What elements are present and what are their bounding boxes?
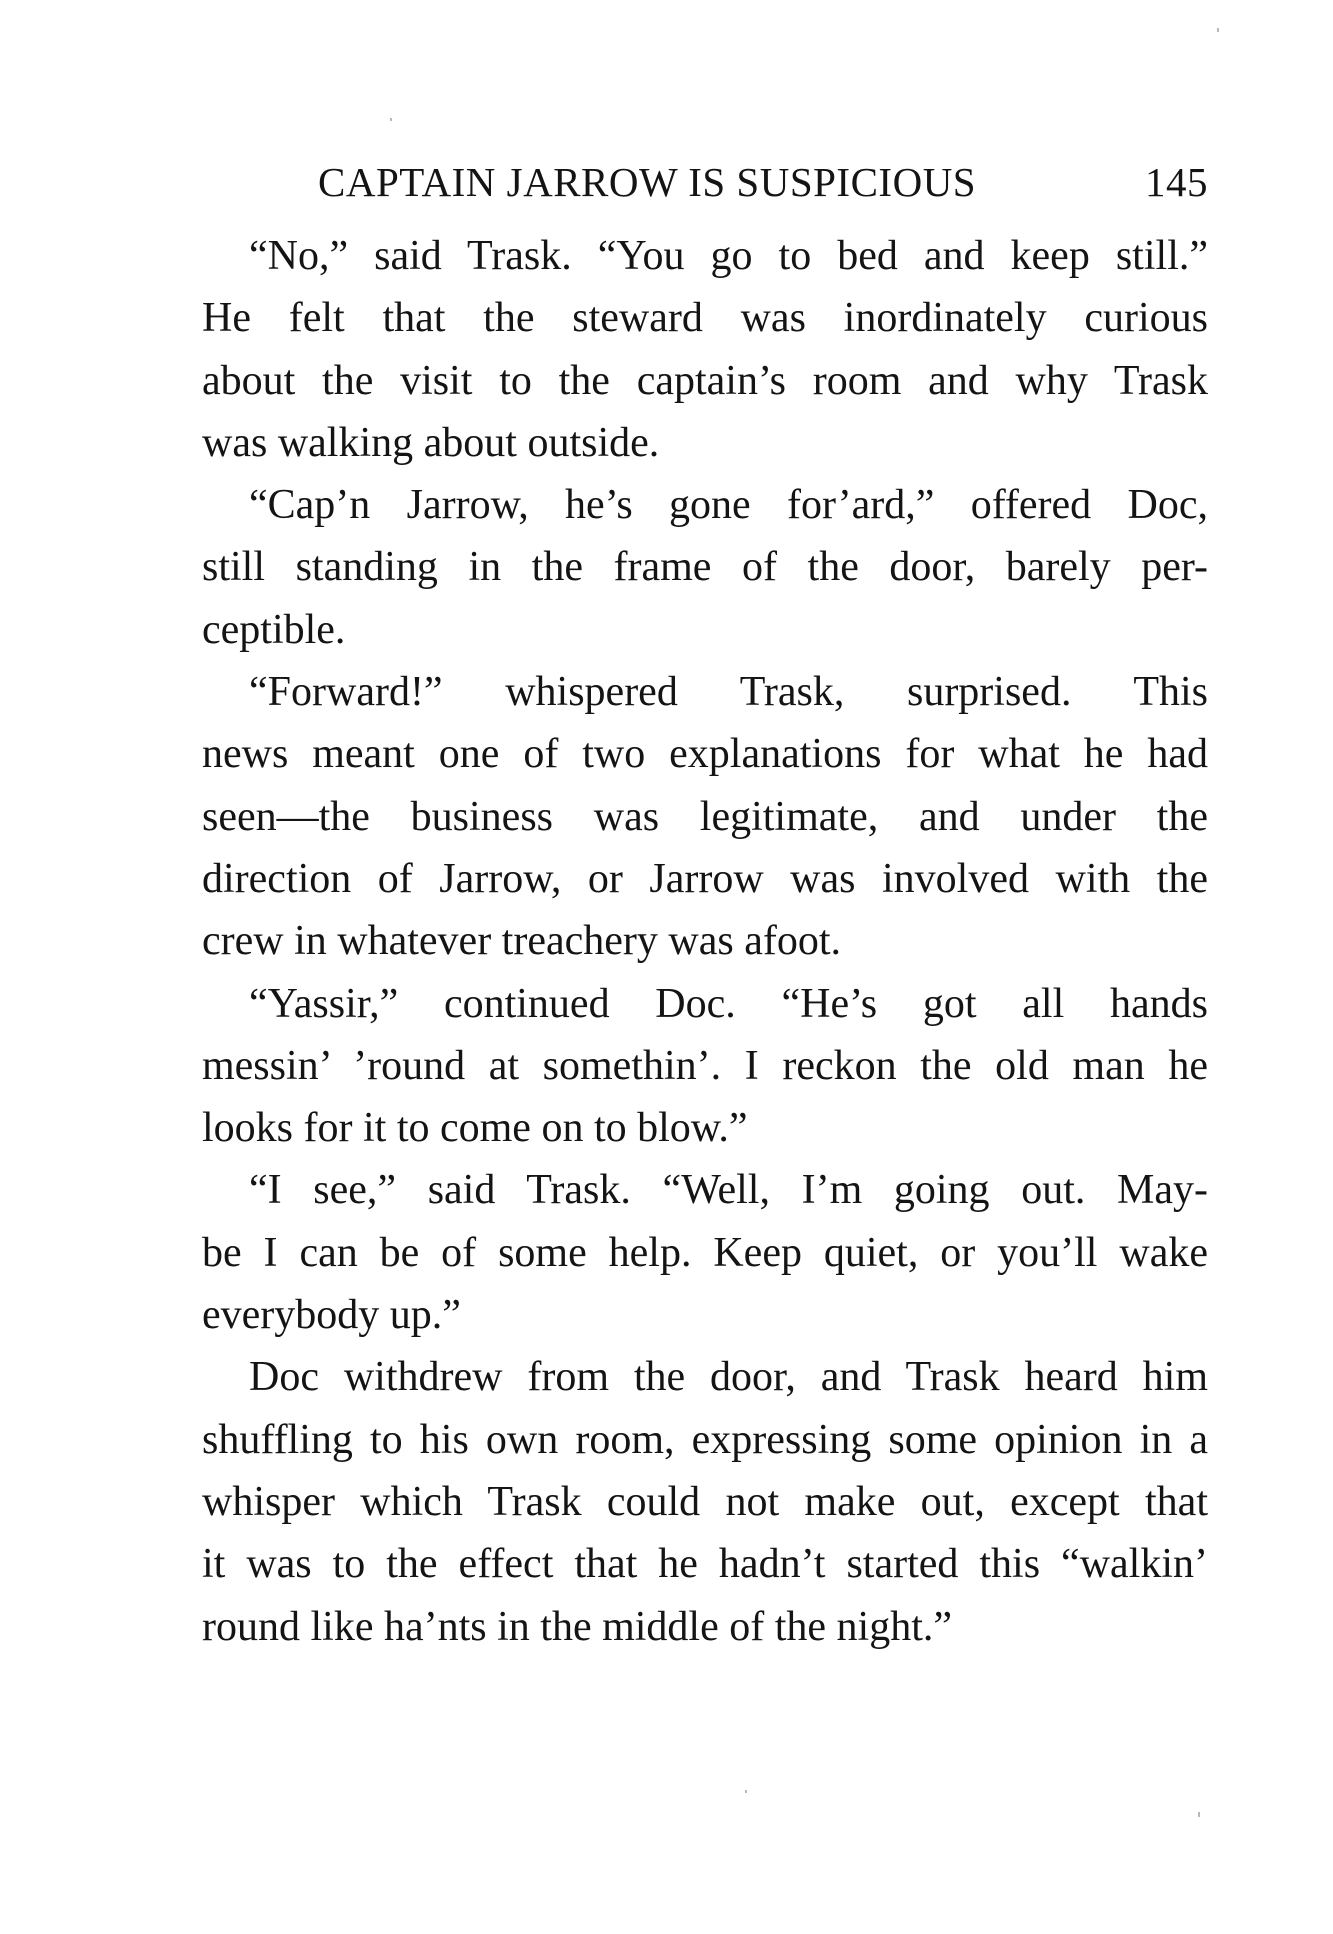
text-line: “No,” said Trask. “You go to bed and keep still.” xyxy=(249,233,1208,279)
text-line: “Yassir,” continued Doc. “He’s got all hands xyxy=(249,980,1208,1027)
paragraph xyxy=(202,661,1208,972)
text-line: it was to the effect that he hadn’t started this “walkin’ xyxy=(202,1541,1208,1588)
running-header xyxy=(318,152,1208,212)
text-line: was walking about outside. xyxy=(202,419,660,466)
text-line: round like ha’nts in the middle of the night.” xyxy=(202,1603,953,1650)
text-line: “Cap’n Jarrow, he’s gone for’ard,” offered Doc, xyxy=(249,482,1208,529)
paragraph xyxy=(202,225,1208,474)
text-line: news meant one of two explanations for what he had xyxy=(202,731,1208,778)
text-line: everybody up.” xyxy=(202,1292,461,1339)
paper-speck xyxy=(745,1790,747,1793)
text-line: messin’ ’round at somethin’. I reckon the old man he xyxy=(202,1042,1208,1089)
text-line: “I see,” said Trask. “Well, I’m going out. May- xyxy=(249,1167,1208,1214)
text-line: whisper which Trask could not make out, except that xyxy=(202,1478,1208,1525)
text-line: direction of Jarrow, or Jarrow was involved with the xyxy=(202,855,1208,902)
text-line: crew in whatever treachery was afoot. xyxy=(202,918,842,965)
text-line: seen—the business was legitimate, and under the xyxy=(202,793,1208,840)
text-line: still standing in the frame of the door, barely per- xyxy=(202,544,1208,591)
text-line: about the visit to the captain’s room and why Trask xyxy=(202,357,1208,404)
text-line: ceptible. xyxy=(202,606,346,653)
paper-speck xyxy=(1198,1812,1200,1817)
paper-speck xyxy=(1217,28,1219,32)
paper-speck xyxy=(390,118,392,121)
text-line: Doc withdrew from the door, and Trask heard him xyxy=(249,1354,1208,1401)
text-line: “Forward!” whispered Trask, surprised. This xyxy=(249,669,1208,716)
text-line: be I can be of some help. Keep quiet, or you’ll wake xyxy=(202,1229,1208,1276)
body-text xyxy=(202,225,1208,1658)
paragraph xyxy=(202,1159,1208,1346)
text-line: He felt that the steward was inordinately curious xyxy=(202,295,1208,342)
text-line: looks for it to come on to blow.” xyxy=(202,1105,748,1152)
text-line: shuffling to his own room, expressing some opinion in a xyxy=(202,1416,1208,1463)
chapter-title: CAPTAIN JARROW IS SUSPICIOUS xyxy=(318,159,977,205)
paragraph xyxy=(202,1346,1208,1657)
paragraph xyxy=(202,474,1208,661)
paragraph xyxy=(202,973,1208,1160)
page-number: 145 xyxy=(1145,159,1208,205)
